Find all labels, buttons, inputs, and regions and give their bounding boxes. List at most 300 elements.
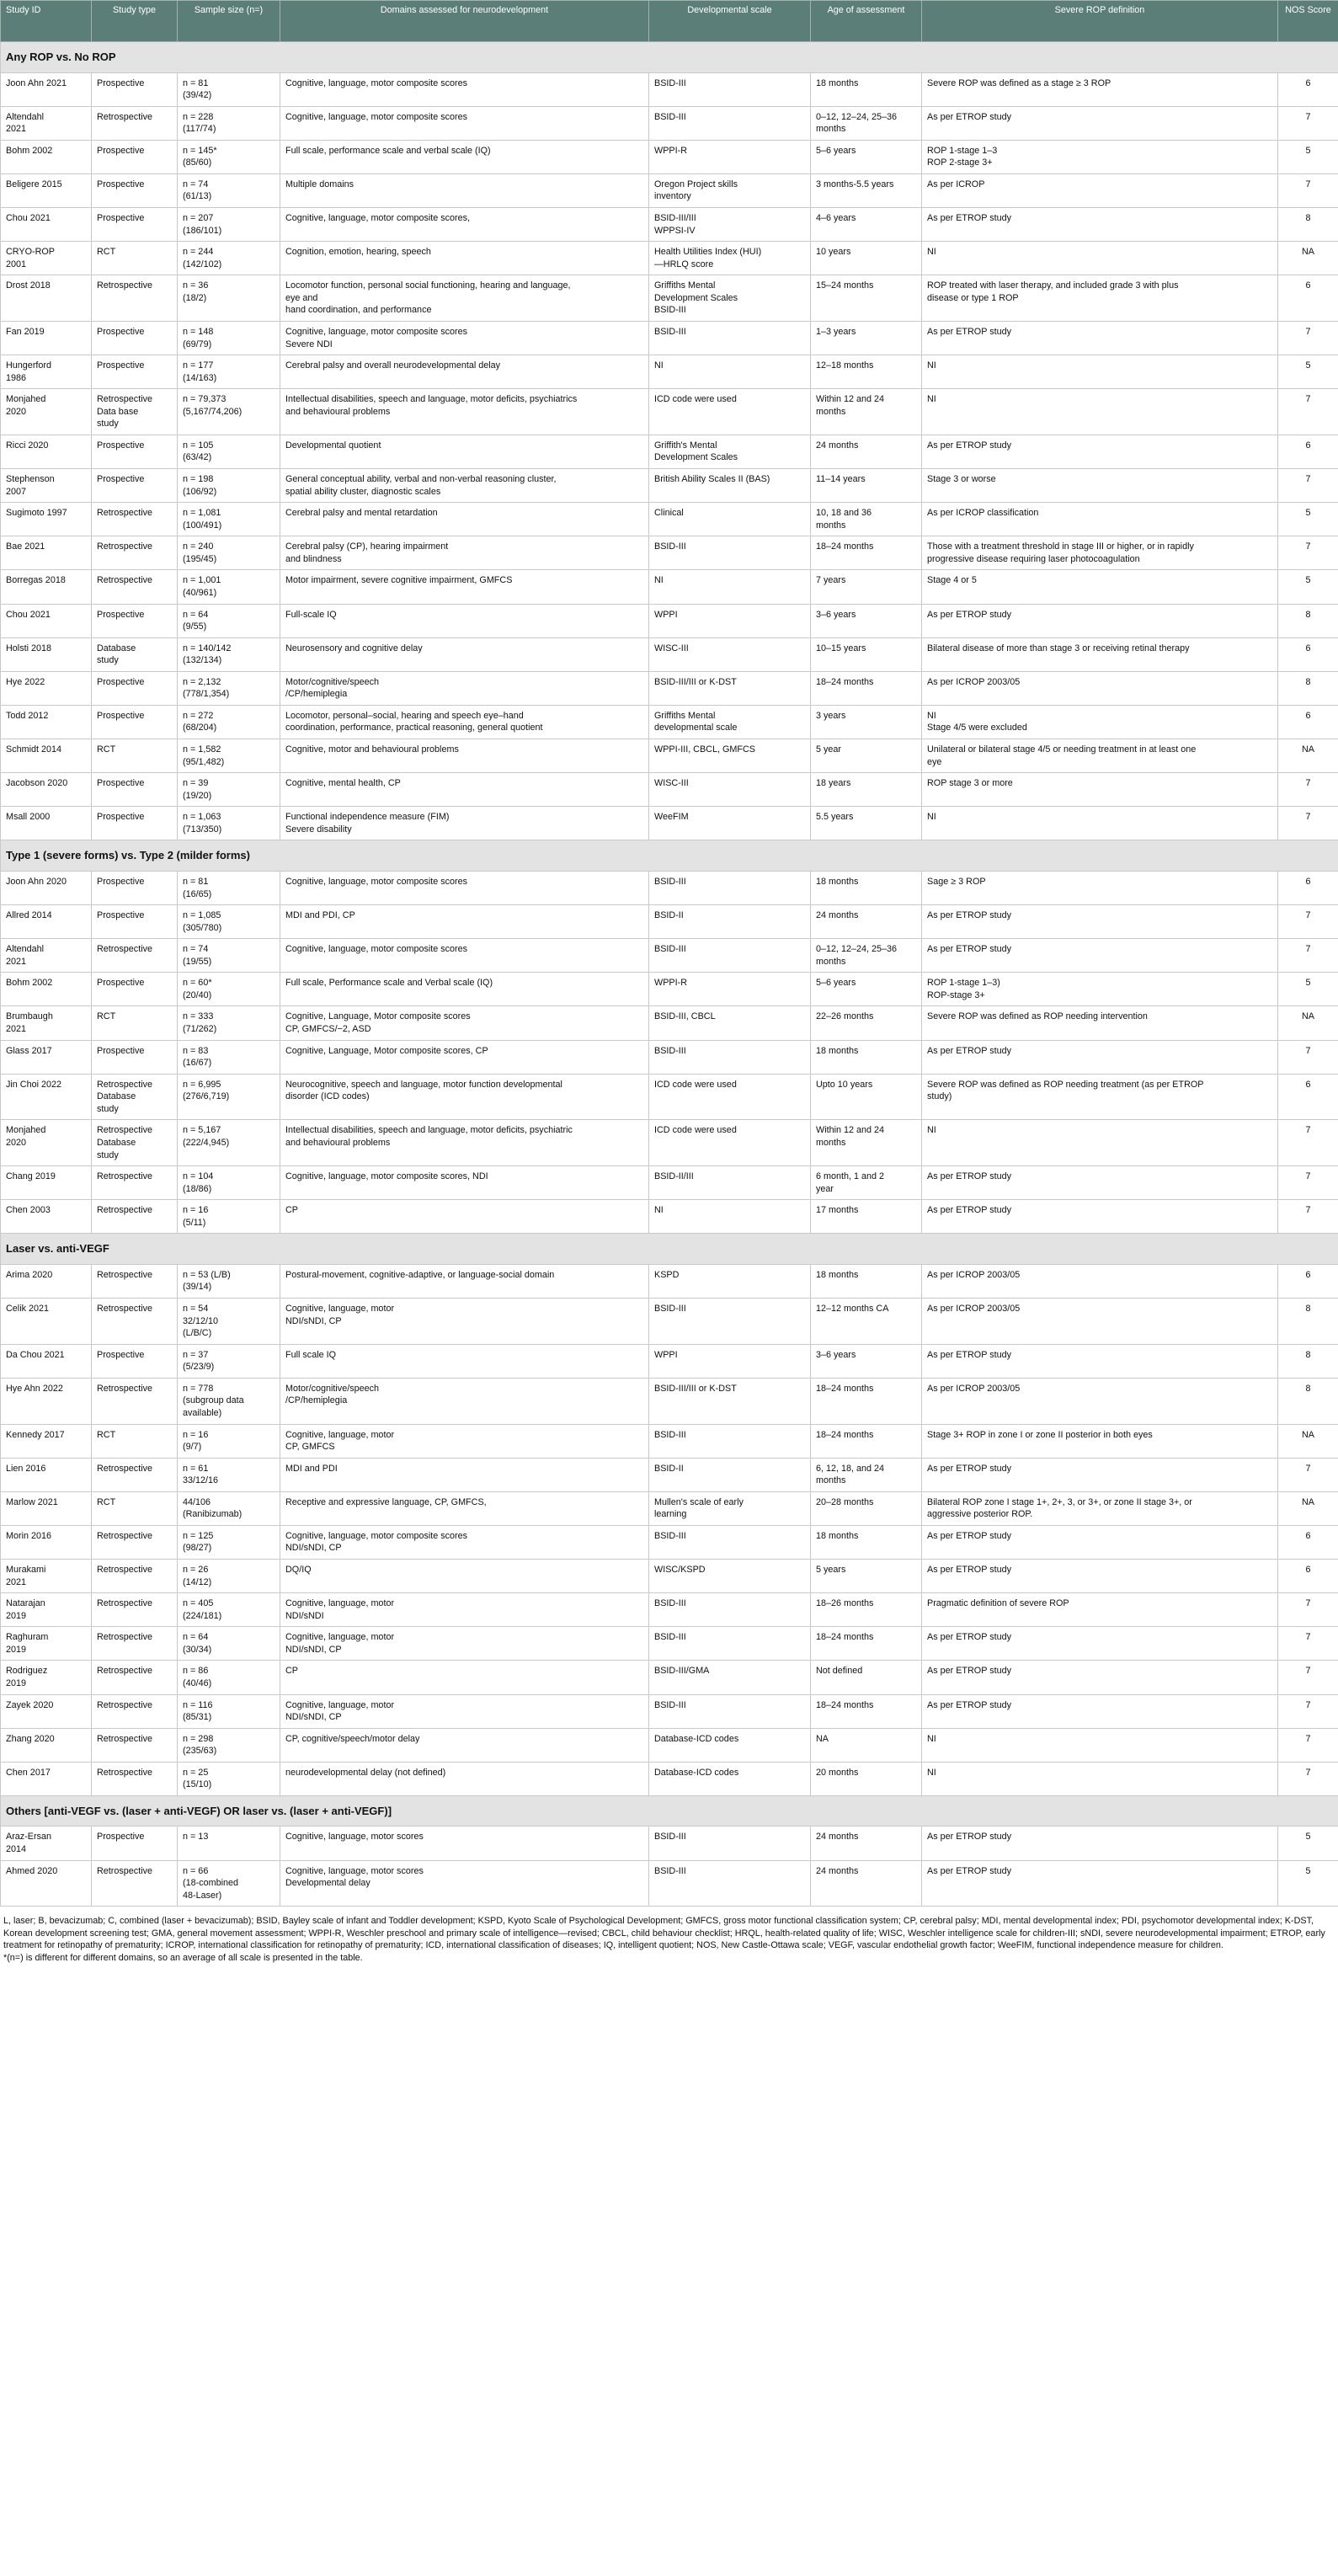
definition-cell: As per ETROP study <box>922 208 1278 242</box>
age-cell: 5 years <box>811 1560 922 1593</box>
study-id-cell: Holsti 2018 <box>1 637 92 671</box>
table-row <box>1 671 1338 705</box>
scale-cell: BSID-III/III WPPSI-IV <box>649 208 811 242</box>
age-cell: 10–15 years <box>811 637 922 671</box>
section-title: Others [anti-VEGF vs. (laser + anti-VEGF) OR laser vs. (laser + anti-VEGF)] <box>1 1795 1338 1827</box>
scale-cell: BSID-III <box>649 1627 811 1661</box>
domains-cell: Cognitive, language, motor composite scores <box>280 72 649 106</box>
domains-cell: Cognitive, language, motor NDI/sNDI <box>280 1593 649 1627</box>
age-cell: NA <box>811 1728 922 1762</box>
study-type-cell: Retrospective Data base study <box>92 389 178 435</box>
definition-cell: NI <box>922 242 1278 275</box>
study-type-cell: Prospective <box>92 72 178 106</box>
table-row <box>1 1264 1338 1298</box>
age-cell: 5–6 years <box>811 973 922 1006</box>
domains-cell: DQ/IQ <box>280 1560 649 1593</box>
definition-cell: Those with a treatment threshold in stage III or higher, or in rapidly progressive disease requiring laser photocoagulation <box>922 536 1278 570</box>
nos-score-cell: 7 <box>1278 1040 1338 1074</box>
scale-cell: Oregon Project skills inventory <box>649 173 811 207</box>
sample-size-cell: n = 228 (117/74) <box>178 106 280 140</box>
definition-cell: NI <box>922 1762 1278 1795</box>
table-row <box>1 807 1338 840</box>
age-cell: 24 months <box>811 1827 922 1860</box>
table-row <box>1 1627 1338 1661</box>
definition-cell: Bilateral ROP zone I stage 1+, 2+, 3, or 3+, or zone II stage 3+, or aggressive posterior ROP. <box>922 1491 1278 1525</box>
section-header-row <box>1 1795 1338 1827</box>
domains-cell: Cognitive, motor and behavioural problems <box>280 739 649 773</box>
scale-cell: BSID-III <box>649 536 811 570</box>
scale-cell: BSID-III <box>649 1299 811 1345</box>
nos-score-cell: 6 <box>1278 1560 1338 1593</box>
study-id-cell: Zhang 2020 <box>1 1728 92 1762</box>
study-id-cell: Bohm 2002 <box>1 140 92 173</box>
table-row <box>1 1040 1338 1074</box>
domains-cell: Cerebral palsy and overall neurodevelopmental delay <box>280 355 649 389</box>
scale-cell: BSID-III/GMA <box>649 1661 811 1694</box>
nos-score-cell: 6 <box>1278 705 1338 739</box>
nos-score-cell: 7 <box>1278 1728 1338 1762</box>
sample-size-cell: n = 25 (15/10) <box>178 1762 280 1795</box>
nos-score-cell: 6 <box>1278 435 1338 468</box>
study-type-cell: Prospective <box>92 469 178 503</box>
age-cell: 0–12, 12–24, 25–36 months <box>811 939 922 973</box>
age-cell: Within 12 and 24 months <box>811 389 922 435</box>
study-type-cell: RCT <box>92 1424 178 1458</box>
domains-cell: Cognition, emotion, hearing, speech <box>280 242 649 275</box>
definition-cell: As per ETROP study <box>922 604 1278 637</box>
table-row <box>1 72 1338 106</box>
nos-score-cell: 7 <box>1278 1762 1338 1795</box>
abbreviations-footnote: L, laser; B, bevacizumab; C, combined (laser + bevacizumab); BSID, Bayley scale of infant and Toddler development; KSPD, Kyoto Scale of Psychological Development; GMFCS, gross motor functional classification system; CP, cerebral palsy; MDI, mental developmental index; PDI, psychomotor developmental index; K-DST, Korean development screening test; GMA, general movement assessment; WPPI-R, Weschler preschool and primary scale of intelligence—revised; CBCL, child behaviour checklist; HRQL, health-related quality of life; WISC, Weschler intelligence scale for children-III; sNDI, severe neurodevelopmental impairment; ETROP, early treatment for retinopathy of prematurity; ICROP, international classification for retinopathy of prematurity; ICD, international classification of diseases; IQ, intelligent quotient; NOS, New Castle-Ottawa scale; VEGF, vascular endothelial growth factor; WeeFIM, functional independence measure for children. <box>3 1916 1325 1951</box>
table-row <box>1 355 1338 389</box>
table-row <box>1 570 1338 604</box>
sample-size-cell: n = 272 (68/204) <box>178 705 280 739</box>
nos-score-cell: 7 <box>1278 1166 1338 1200</box>
scale-cell: Health Utilities Index (HUI) —HRLQ score <box>649 242 811 275</box>
study-type-cell: Prospective <box>92 973 178 1006</box>
domains-cell: Motor impairment, severe cognitive impairment, GMFCS <box>280 570 649 604</box>
definition-cell: As per ETROP study <box>922 435 1278 468</box>
study-id-cell: Murakami 2021 <box>1 1560 92 1593</box>
definition-cell: Severe ROP was defined as a stage ≥ 3 ROP <box>922 72 1278 106</box>
sample-size-cell: n = 64 (9/55) <box>178 604 280 637</box>
study-id-cell: Joon Ahn 2020 <box>1 871 92 904</box>
age-cell: 18–24 months <box>811 1627 922 1661</box>
sample-size-cell: n = 83 (16/67) <box>178 1040 280 1074</box>
header-age-of-assessment: Age of assessment <box>811 1 922 42</box>
scale-cell: ICD code were used <box>649 1074 811 1120</box>
definition-cell: As per ICROP 2003/05 <box>922 671 1278 705</box>
scale-cell: Database-ICD codes <box>649 1728 811 1762</box>
table-row <box>1 705 1338 739</box>
definition-cell: ROP stage 3 or more <box>922 773 1278 807</box>
table-row <box>1 435 1338 468</box>
domains-cell: Neurosensory and cognitive delay <box>280 637 649 671</box>
domains-cell: Functional independence measure (FIM) Severe disability <box>280 807 649 840</box>
domains-cell: Cognitive, language, motor composite scores, NDI <box>280 1166 649 1200</box>
study-id-cell: Jin Choi 2022 <box>1 1074 92 1120</box>
study-id-cell: Drost 2018 <box>1 275 92 322</box>
domains-cell: Locomotor function, personal social functioning, hearing and language, eye and hand coordination, and performance <box>280 275 649 322</box>
table-row <box>1 1378 1338 1424</box>
table-row <box>1 604 1338 637</box>
sample-size-cell: n = 16 (9/7) <box>178 1424 280 1458</box>
study-id-cell: Ricci 2020 <box>1 435 92 468</box>
study-id-cell: Marlow 2021 <box>1 1491 92 1525</box>
scale-cell: ICD code were used <box>649 1120 811 1166</box>
table-body <box>1 42 1338 1907</box>
sample-size-cell: 44/106 (Ranibizumab) <box>178 1491 280 1525</box>
table-row <box>1 503 1338 536</box>
study-id-cell: Sugimoto 1997 <box>1 503 92 536</box>
nos-score-cell: 7 <box>1278 1120 1338 1166</box>
definition-cell: As per ETROP study <box>922 1694 1278 1728</box>
domains-cell: CP <box>280 1200 649 1234</box>
domains-cell: Motor/cognitive/speech /CP/hemiplegia <box>280 671 649 705</box>
scale-cell: NI <box>649 1200 811 1234</box>
age-cell: 18–24 months <box>811 536 922 570</box>
nos-score-cell: 7 <box>1278 321 1338 355</box>
age-cell: 18 months <box>811 1525 922 1559</box>
sample-size-cell: n = 1,001 (40/961) <box>178 570 280 604</box>
table-row <box>1 1166 1338 1200</box>
table-row <box>1 1299 1338 1345</box>
definition-cell: Severe ROP was defined as ROP needing treatment (as per ETROP study) <box>922 1074 1278 1120</box>
nos-score-cell: 5 <box>1278 355 1338 389</box>
domains-cell: Cognitive, mental health, CP <box>280 773 649 807</box>
nos-score-cell: 7 <box>1278 1593 1338 1627</box>
scale-cell: Clinical <box>649 503 811 536</box>
header-study-type: Study type <box>92 1 178 42</box>
domains-cell: Cognitive, language, motor scores Developmental delay <box>280 1860 649 1907</box>
table-row <box>1 1074 1338 1120</box>
study-type-cell: Retrospective <box>92 1378 178 1424</box>
sample-size-cell: n = 81 (16/65) <box>178 871 280 904</box>
nos-score-cell: 8 <box>1278 1378 1338 1424</box>
nos-score-cell: NA <box>1278 242 1338 275</box>
study-id-cell: Chou 2021 <box>1 604 92 637</box>
section-header-row <box>1 42 1338 73</box>
table-row <box>1 1661 1338 1694</box>
sample-size-cell: n = 1,081 (100/491) <box>178 503 280 536</box>
section-header-row <box>1 1234 1338 1265</box>
sample-size-cell: n = 333 (71/262) <box>178 1006 280 1040</box>
sample-size-cell: n = 240 (195/45) <box>178 536 280 570</box>
domains-cell: Cognitive, language, motor composite scores Severe NDI <box>280 321 649 355</box>
table-footnotes <box>0 1907 1337 1964</box>
sample-size-cell: n = 26 (14/12) <box>178 1560 280 1593</box>
nos-score-cell: 7 <box>1278 1627 1338 1661</box>
study-id-cell: Araz-Ersan 2014 <box>1 1827 92 1860</box>
scale-cell: WISC-III <box>649 637 811 671</box>
table-row <box>1 1525 1338 1559</box>
header-study-id: Study ID <box>1 1 92 42</box>
table-row <box>1 389 1338 435</box>
study-id-cell: Raghuram 2019 <box>1 1627 92 1661</box>
domains-cell: Postural-movement, cognitive-adaptive, or language-social domain <box>280 1264 649 1298</box>
definition-cell: As per ETROP study <box>922 106 1278 140</box>
table-row <box>1 275 1338 322</box>
table-row <box>1 905 1338 939</box>
nos-score-cell: 7 <box>1278 389 1338 435</box>
age-cell: 18–26 months <box>811 1593 922 1627</box>
sample-size-cell: n = 1,085 (305/780) <box>178 905 280 939</box>
nos-score-cell: 7 <box>1278 773 1338 807</box>
study-type-cell: Prospective <box>92 208 178 242</box>
age-cell: Within 12 and 24 months <box>811 1120 922 1166</box>
study-id-cell: Monjahed 2020 <box>1 1120 92 1166</box>
scale-cell: BSID-III <box>649 321 811 355</box>
study-id-cell: Joon Ahn 2021 <box>1 72 92 106</box>
definition-cell: Sage ≥ 3 ROP <box>922 871 1278 904</box>
domains-cell: Cognitive, Language, Motor composite scores CP, GMFCS/−2, ASD <box>280 1006 649 1040</box>
sample-size-cell: n = 244 (142/102) <box>178 242 280 275</box>
section-header-row <box>1 840 1338 872</box>
age-cell: 24 months <box>811 905 922 939</box>
domains-cell: Full scale, performance scale and verbal scale (IQ) <box>280 140 649 173</box>
domains-cell: Cognitive, language, motor NDI/sNDI, CP <box>280 1627 649 1661</box>
definition-cell: As per ETROP study <box>922 321 1278 355</box>
definition-cell: As per ETROP study <box>922 1860 1278 1907</box>
domains-cell: Neurocognitive, speech and language, motor function developmental disorder (ICD codes) <box>280 1074 649 1120</box>
definition-cell: Bilateral disease of more than stage 3 or receiving retinal therapy <box>922 637 1278 671</box>
domains-cell: General conceptual ability, verbal and non-verbal reasoning cluster, spatial ability cluster, diagnostic scales <box>280 469 649 503</box>
scale-cell: BSID-III <box>649 1040 811 1074</box>
age-cell: 3–6 years <box>811 604 922 637</box>
study-type-cell: Retrospective <box>92 1264 178 1298</box>
study-type-cell: Retrospective <box>92 106 178 140</box>
scale-cell: BSID-III <box>649 106 811 140</box>
study-id-cell: Chang 2019 <box>1 1166 92 1200</box>
table-row <box>1 321 1338 355</box>
table-row <box>1 1344 1338 1378</box>
study-type-cell: Retrospective <box>92 1525 178 1559</box>
study-type-cell: Prospective <box>92 355 178 389</box>
domains-cell: Cognitive, language, motor composite scores <box>280 939 649 973</box>
domains-cell: Cerebral palsy and mental retardation <box>280 503 649 536</box>
domains-cell: neurodevelopmental delay (not defined) <box>280 1762 649 1795</box>
scale-cell: British Ability Scales II (BAS) <box>649 469 811 503</box>
table-row <box>1 1458 1338 1491</box>
study-type-cell: Prospective <box>92 321 178 355</box>
domains-cell: Cognitive, language, motor NDI/sNDI, CP <box>280 1299 649 1345</box>
definition-cell: As per ETROP study <box>922 1344 1278 1378</box>
age-cell: 18–24 months <box>811 1378 922 1424</box>
nos-score-cell: 6 <box>1278 1264 1338 1298</box>
study-id-cell: Chen 2003 <box>1 1200 92 1234</box>
scale-cell: WPPI <box>649 1344 811 1378</box>
nos-score-cell: 6 <box>1278 1525 1338 1559</box>
age-cell: 17 months <box>811 1200 922 1234</box>
nos-score-cell: 7 <box>1278 536 1338 570</box>
scale-cell: Griffith's Mental Development Scales <box>649 435 811 468</box>
study-type-cell: Retrospective <box>92 1627 178 1661</box>
study-type-cell: Prospective <box>92 807 178 840</box>
sample-size-cell: n = 298 (235/63) <box>178 1728 280 1762</box>
scale-cell: WPPI <box>649 604 811 637</box>
table-row <box>1 536 1338 570</box>
definition-cell: ROP treated with laser therapy, and included grade 3 with plus disease or type 1 ROP <box>922 275 1278 322</box>
sample-size-cell: n = 140/142 (132/134) <box>178 637 280 671</box>
definition-cell: Pragmatic definition of severe ROP <box>922 1593 1278 1627</box>
sample-size-cell: n = 16 (5/11) <box>178 1200 280 1234</box>
sample-size-cell: n = 148 (69/79) <box>178 321 280 355</box>
scale-cell: NI <box>649 355 811 389</box>
section-title: Type 1 (severe forms) vs. Type 2 (milder forms) <box>1 840 1338 872</box>
study-id-cell: Hungerford 1986 <box>1 355 92 389</box>
nos-score-cell: 7 <box>1278 173 1338 207</box>
domains-cell: Full scale IQ <box>280 1344 649 1378</box>
table-row <box>1 1491 1338 1525</box>
study-id-cell: Schmidt 2014 <box>1 739 92 773</box>
study-type-cell: Retrospective <box>92 570 178 604</box>
study-type-cell: Retrospective <box>92 939 178 973</box>
definition-cell: As per ICROP <box>922 173 1278 207</box>
age-cell: 18 months <box>811 72 922 106</box>
definition-cell: NI <box>922 1120 1278 1166</box>
domains-cell: Cognitive, language, motor composite scores, <box>280 208 649 242</box>
study-id-cell: Hye 2022 <box>1 671 92 705</box>
domains-cell: Motor/cognitive/speech /CP/hemiplegia <box>280 1378 649 1424</box>
scale-cell: Database-ICD codes <box>649 1762 811 1795</box>
section-title: Any ROP vs. No ROP <box>1 42 1338 73</box>
domains-cell: Intellectual disabilities, speech and language, motor deficits, psychiatrics and behavioural problems <box>280 389 649 435</box>
study-type-cell: Prospective <box>92 671 178 705</box>
study-id-cell: Brumbaugh 2021 <box>1 1006 92 1040</box>
domains-cell: Cognitive, language, motor composite scores <box>280 871 649 904</box>
study-id-cell: Jacobson 2020 <box>1 773 92 807</box>
nos-score-cell: 7 <box>1278 939 1338 973</box>
table-row <box>1 1860 1338 1907</box>
sample-size-cell: n = 74 (19/55) <box>178 939 280 973</box>
study-id-cell: Allred 2014 <box>1 905 92 939</box>
nos-score-cell: 7 <box>1278 1661 1338 1694</box>
scale-cell: Griffiths Mental developmental scale <box>649 705 811 739</box>
age-cell: Not defined <box>811 1661 922 1694</box>
domains-cell: Full scale, Performance scale and Verbal scale (IQ) <box>280 973 649 1006</box>
definition-cell: As per ICROP 2003/05 <box>922 1299 1278 1345</box>
study-type-cell: Retrospective <box>92 1299 178 1345</box>
age-cell: 20–28 months <box>811 1491 922 1525</box>
nos-score-cell: 6 <box>1278 871 1338 904</box>
scale-cell: BSID-III/III or K-DST <box>649 671 811 705</box>
study-id-cell: Bae 2021 <box>1 536 92 570</box>
scale-cell: BSID-III <box>649 1860 811 1907</box>
definition-cell: As per ETROP study <box>922 1827 1278 1860</box>
nos-score-cell: 5 <box>1278 140 1338 173</box>
study-id-cell: Ahmed 2020 <box>1 1860 92 1907</box>
definition-cell: Stage 3 or worse <box>922 469 1278 503</box>
sample-size-cell: n = 177 (14/163) <box>178 355 280 389</box>
table-row <box>1 1560 1338 1593</box>
study-id-cell: Monjahed 2020 <box>1 389 92 435</box>
sample-size-cell: n = 66 (18-combined 48-Laser) <box>178 1860 280 1907</box>
sample-size-cell: n = 64 (30/34) <box>178 1627 280 1661</box>
study-type-cell: Retrospective <box>92 1593 178 1627</box>
study-type-cell: Retrospective <box>92 1661 178 1694</box>
sample-size-cell: n = 116 (85/31) <box>178 1694 280 1728</box>
nos-score-cell: 8 <box>1278 671 1338 705</box>
nos-score-cell: NA <box>1278 739 1338 773</box>
nos-score-cell: 7 <box>1278 1694 1338 1728</box>
study-id-cell: Beligere 2015 <box>1 173 92 207</box>
definition-cell: NI <box>922 807 1278 840</box>
study-type-cell: Retrospective <box>92 1166 178 1200</box>
scale-cell: Griffiths Mental Development Scales BSID-III <box>649 275 811 322</box>
study-id-cell: Da Chou 2021 <box>1 1344 92 1378</box>
table-row <box>1 1694 1338 1728</box>
study-id-cell: CRYO-ROP 2001 <box>1 242 92 275</box>
study-id-cell: Rodriguez 2019 <box>1 1661 92 1694</box>
scale-cell: BSID-III <box>649 1694 811 1728</box>
sample-size-cell: n = 37 (5/23/9) <box>178 1344 280 1378</box>
age-cell: 0–12, 12–24, 25–36 months <box>811 106 922 140</box>
domains-cell: MDI and PDI <box>280 1458 649 1491</box>
table-row <box>1 1424 1338 1458</box>
age-cell: Upto 10 years <box>811 1074 922 1120</box>
table-row <box>1 1827 1338 1860</box>
age-cell: 10 years <box>811 242 922 275</box>
nos-score-cell: 5 <box>1278 1860 1338 1907</box>
domains-cell: MDI and PDI, CP <box>280 905 649 939</box>
sample-size-cell: n = 405 (224/181) <box>178 1593 280 1627</box>
nos-score-cell: 5 <box>1278 503 1338 536</box>
age-cell: 3 months-5.5 years <box>811 173 922 207</box>
domains-cell: Cognitive, language, motor composite scores NDI/sNDI, CP <box>280 1525 649 1559</box>
nos-score-cell: 5 <box>1278 973 1338 1006</box>
sample-size-cell: n = 54 32/12/10 (L/B/C) <box>178 1299 280 1345</box>
definition-cell: NI <box>922 1728 1278 1762</box>
age-cell: 10, 18 and 36 months <box>811 503 922 536</box>
definition-cell: As per ICROP 2003/05 <box>922 1264 1278 1298</box>
scale-cell: ICD code were used <box>649 389 811 435</box>
age-cell: 11–14 years <box>811 469 922 503</box>
sample-size-cell: n = 1,582 (95/1,482) <box>178 739 280 773</box>
study-id-cell: Bohm 2002 <box>1 973 92 1006</box>
table-row <box>1 173 1338 207</box>
definition-cell: Stage 3+ ROP in zone I or zone II posterior in both eyes <box>922 1424 1278 1458</box>
definition-cell: NI <box>922 355 1278 389</box>
sample-size-cell: n = 1,063 (713/350) <box>178 807 280 840</box>
age-cell: 4–6 years <box>811 208 922 242</box>
definition-cell: As per ETROP study <box>922 939 1278 973</box>
study-type-cell: Prospective <box>92 1344 178 1378</box>
nos-score-cell: NA <box>1278 1491 1338 1525</box>
table-row <box>1 1593 1338 1627</box>
definition-cell: As per ETROP study <box>922 905 1278 939</box>
definition-cell: Stage 4 or 5 <box>922 570 1278 604</box>
table-row <box>1 1762 1338 1795</box>
study-id-cell: Kennedy 2017 <box>1 1424 92 1458</box>
table-row <box>1 140 1338 173</box>
study-type-cell: Retrospective <box>92 1728 178 1762</box>
definition-cell: ROP 1-stage 1–3) ROP-stage 3+ <box>922 973 1278 1006</box>
nos-score-cell: 8 <box>1278 208 1338 242</box>
table-row <box>1 973 1338 1006</box>
study-id-cell: Stephenson 2007 <box>1 469 92 503</box>
domains-cell: Receptive and expressive language, CP, GMFCS, <box>280 1491 649 1525</box>
sample-size-cell: n = 207 (186/101) <box>178 208 280 242</box>
study-type-cell: Prospective <box>92 905 178 939</box>
sample-size-cell: n = 2,132 (778/1,354) <box>178 671 280 705</box>
age-cell: 12–18 months <box>811 355 922 389</box>
definition-cell: As per ETROP study <box>922 1525 1278 1559</box>
study-id-cell: Celik 2021 <box>1 1299 92 1345</box>
age-cell: 18–24 months <box>811 671 922 705</box>
nos-score-cell: 5 <box>1278 570 1338 604</box>
study-id-cell: Chen 2017 <box>1 1762 92 1795</box>
study-type-cell: Retrospective <box>92 1560 178 1593</box>
